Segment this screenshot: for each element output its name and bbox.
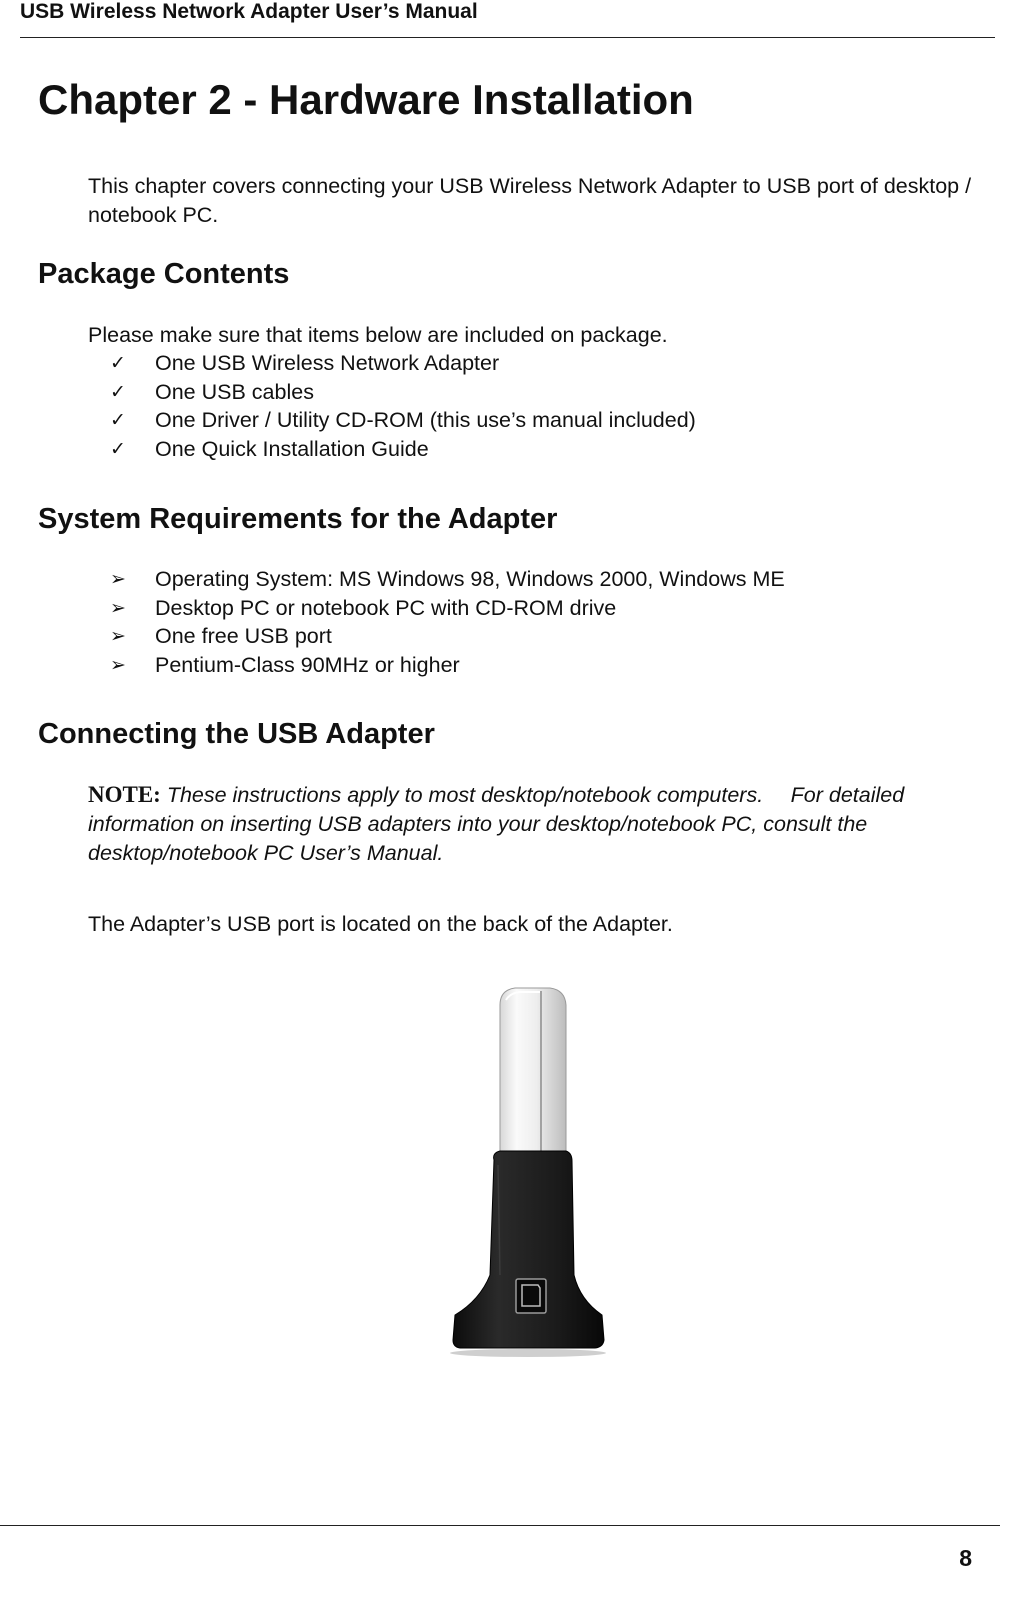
- page-number: 8: [959, 1545, 972, 1571]
- list-item-text: One Driver / Utility CD-ROM (this use’s manual included): [155, 408, 696, 432]
- list-item-text: Desktop PC or notebook PC with CD-ROM drive: [155, 595, 617, 620]
- list-item: [108, 651, 785, 680]
- chapter-intro: This chapter covers connecting your USB Wireless Network Adapter to USB port of desktop / notebook PC.: [88, 174, 972, 227]
- checkmark-icon: ✓: [110, 409, 126, 431]
- note-paragraph: [88, 780, 968, 868]
- list-item: [108, 622, 785, 651]
- list-item-text: Operating System: MS Windows 98, Windows 2000, Windows ME: [155, 567, 785, 591]
- arrow-bullet-icon: ➢: [110, 625, 126, 647]
- header-divider: [20, 37, 995, 38]
- package-checklist: [108, 349, 696, 463]
- running-header: USB Wireless Network Adapter User’s Manual: [20, 0, 478, 23]
- arrow-bullet-icon: ➢: [110, 653, 126, 676]
- list-item: [108, 565, 785, 594]
- usb-adapter-photo: [420, 955, 660, 1365]
- list-item: [108, 378, 696, 407]
- note-label: NOTE:: [88, 782, 161, 807]
- system-requirements-heading: System Requirements for the Adapter: [38, 503, 558, 535]
- requirements-list: [108, 565, 785, 679]
- list-item-text: One free USB port: [155, 624, 332, 648]
- chapter-title: Chapter 2 - Hardware Installation: [38, 76, 694, 123]
- package-lead: Please make sure that items below are included on package.: [88, 323, 668, 347]
- list-item-text: One Quick Installation Guide: [155, 436, 429, 461]
- checkmark-icon: ✓: [110, 437, 126, 460]
- list-item: [108, 594, 785, 623]
- list-item-text: Pentium-Class 90MHz or higher: [155, 652, 460, 677]
- checkmark-icon: ✓: [110, 380, 126, 403]
- arrow-bullet-icon: ➢: [110, 596, 126, 619]
- list-item-text: One USB cables: [155, 379, 314, 404]
- note-text: These instructions apply to most desktop/notebook computers. For detailed information on inserting USB adapters into your desktop/notebook PC, consult the desktop/notebook PC User’s Manual.: [88, 783, 905, 865]
- footer-divider: [0, 1525, 1000, 1526]
- arrow-bullet-icon: ➢: [110, 568, 126, 590]
- list-item: [108, 406, 696, 435]
- port-location-text: The Adapter’s USB port is located on the back of the Adapter.: [88, 912, 673, 936]
- connecting-heading: Connecting the USB Adapter: [38, 718, 435, 750]
- package-contents-heading: Package Contents: [38, 258, 290, 290]
- list-item: [108, 349, 696, 378]
- checkmark-icon: ✓: [110, 352, 126, 374]
- list-item-text: One USB Wireless Network Adapter: [155, 351, 500, 375]
- list-item: [108, 435, 696, 464]
